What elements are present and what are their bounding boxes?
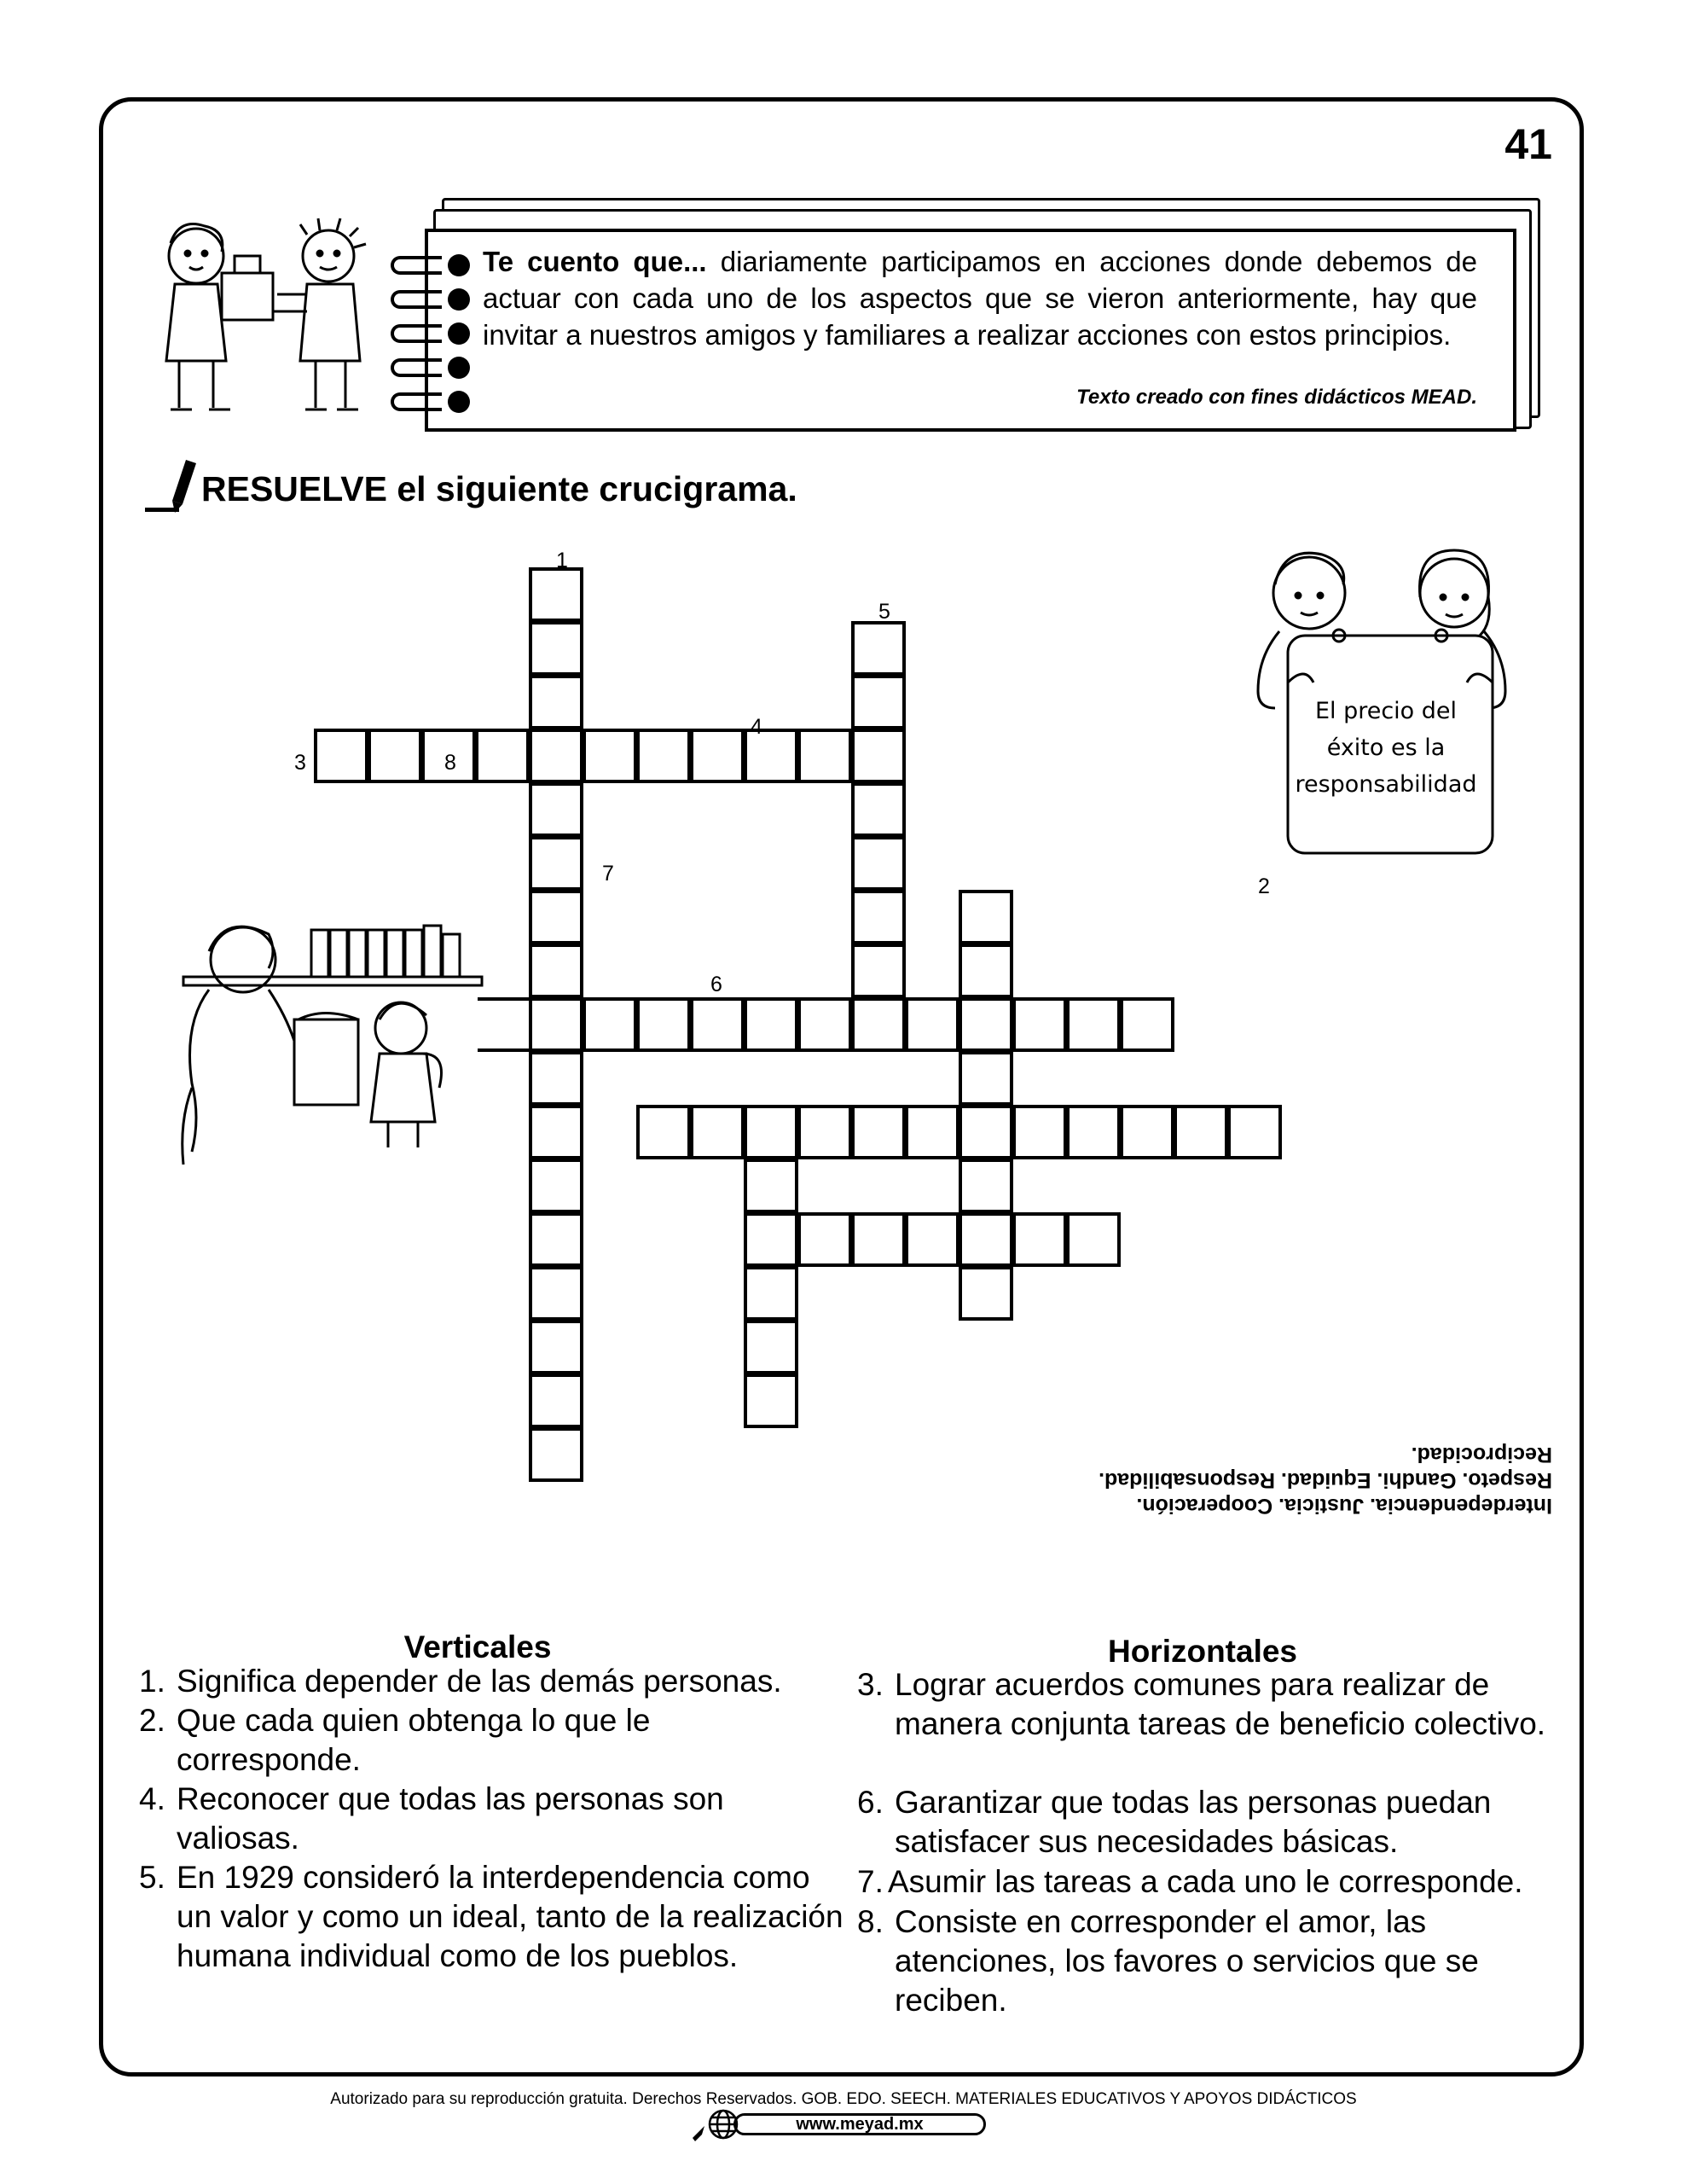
crossword-cell[interactable] (851, 997, 906, 1052)
clue-num: 4. (139, 1781, 165, 1816)
clue-number-5: 5 (878, 600, 890, 624)
crossword-cell[interactable] (583, 997, 637, 1052)
crossword-cell[interactable] (851, 836, 906, 891)
page-number: 41 (1504, 120, 1552, 168)
sign-text (1279, 693, 1493, 803)
crossword-cell[interactable] (797, 729, 852, 783)
clue-num: 7. (857, 1864, 884, 1899)
crossword-cell[interactable] (1012, 997, 1067, 1052)
crossword-cell[interactable] (851, 782, 906, 837)
answers-line-2: Respeto. Gandhi. Equidad. Responsabilidad. (1098, 1468, 1552, 1492)
clue-num: 6. (857, 1785, 884, 1820)
crossword-cell[interactable] (1120, 1105, 1174, 1159)
crossword-cell[interactable] (690, 997, 745, 1052)
crossword-cell[interactable] (529, 1051, 583, 1106)
binding-ring (391, 324, 442, 343)
crossword-cell[interactable] (1012, 1212, 1067, 1267)
crossword-cell[interactable] (529, 1320, 583, 1374)
crossword-cell[interactable] (851, 621, 906, 676)
crossword-cell[interactable] (959, 997, 1013, 1052)
crossword-cell[interactable] (529, 729, 583, 783)
binding-hole (448, 254, 470, 276)
crossword-cell[interactable] (959, 1051, 1013, 1106)
clue-num: 2. (139, 1703, 165, 1738)
answers-line-3: Reciprocidad. (1411, 1443, 1552, 1467)
crossword-cell[interactable] (636, 997, 691, 1052)
crossword-cell[interactable] (529, 836, 583, 891)
crossword-cell[interactable] (905, 997, 959, 1052)
crossword-cell[interactable] (851, 1105, 906, 1159)
crossword-cell[interactable] (529, 1374, 583, 1428)
crossword-cell[interactable] (744, 1159, 798, 1213)
clue-text: Garantizar que todas las personas puedan satisfacer sus necesidades básicas. (895, 1785, 1492, 1859)
horizontal-clue (857, 1665, 1565, 1744)
horizontal-clue (857, 1862, 1582, 1902)
crossword-cell[interactable] (583, 729, 637, 783)
sign-line-3: responsabilidad (1295, 771, 1477, 798)
crossword-cell[interactable] (636, 729, 691, 783)
story-text (483, 243, 1477, 353)
binding-hole (448, 391, 470, 413)
crossword-cell[interactable] (959, 1266, 1013, 1321)
crossword-cell[interactable] (529, 567, 583, 622)
binding-hole (448, 288, 470, 311)
crossword-cell[interactable] (851, 729, 906, 783)
crossword-cell[interactable] (529, 997, 583, 1052)
clue-text: Reconocer que todas las personas son valiosas. (177, 1781, 724, 1856)
verticales-heading: Verticales (403, 1629, 552, 1664)
vertical-clue (139, 1701, 693, 1780)
crossword-cell[interactable] (529, 621, 583, 676)
binding-ring (391, 392, 442, 411)
sign-line-2: éxito es la (1326, 735, 1446, 761)
crossword-cell[interactable] (851, 944, 906, 998)
vertical-clue (139, 1662, 847, 1701)
crossword-cell[interactable] (744, 997, 798, 1052)
clue-number-7: 7 (602, 862, 614, 886)
pencil-icon (145, 456, 205, 516)
sign-line-1: El precio del (1314, 698, 1458, 724)
crossword-cell[interactable] (690, 1105, 745, 1159)
crossword-cell[interactable] (851, 675, 906, 729)
crossword-cell[interactable] (797, 1212, 852, 1267)
crossword-cell[interactable] (905, 1105, 959, 1159)
clue-text: Asumir las tareas a cada uno le corresponde. (888, 1864, 1523, 1899)
vertical-clue (139, 1858, 847, 1976)
crossword-cell[interactable] (744, 1320, 798, 1374)
clue-number-3: 3 (294, 751, 306, 775)
clue-number-6: 6 (710, 973, 722, 996)
crossword-cell[interactable] (744, 1105, 798, 1159)
clue-text: Significa depender de las demás personas. (177, 1664, 782, 1699)
vertical-clue (139, 1780, 787, 1858)
clue-num: 1. (139, 1664, 165, 1699)
instruction-verb: RESUELVE (201, 469, 387, 508)
crossword-cell[interactable] (475, 729, 530, 783)
crossword-cell[interactable] (797, 1105, 852, 1159)
story-credit: Texto creado con fines didácticos MEAD. (1076, 386, 1477, 409)
binding-hole (448, 322, 470, 345)
crossword-cell[interactable] (797, 997, 852, 1052)
crossword-cell[interactable] (529, 1427, 583, 1482)
story-body: diariamente participamos en acciones donde debemos de actuar con cada uno de los aspectos que se vieron anteriormente, hay que invitar a nuestros amigos y familiares a realizar acciones con estos principios. (483, 246, 1477, 351)
clue-num: 8. (857, 1904, 884, 1939)
crossword-cell[interactable] (529, 1266, 583, 1321)
crossword-cell[interactable] (368, 729, 422, 783)
crossword-cell[interactable] (529, 1105, 583, 1159)
crossword-cell[interactable] (959, 944, 1013, 998)
teacher-child-illustration (175, 917, 490, 1173)
instruction-title (201, 469, 797, 509)
crossword-cell[interactable] (744, 1212, 798, 1267)
clue-num: 5. (139, 1860, 165, 1895)
crossword-cell[interactable] (529, 782, 583, 837)
website-link[interactable]: www.meyad.mx (733, 2113, 986, 2135)
clue-text: Consiste en corresponder el amor, las atenciones, los favores o servicios que se reciben. (895, 1904, 1479, 2018)
crossword-cell[interactable] (529, 944, 583, 998)
instruction-rest: el siguiente crucigrama. (386, 469, 797, 508)
binding-ring (391, 358, 442, 377)
crossword-cell[interactable] (314, 729, 368, 783)
horizontal-clue (857, 1783, 1565, 1862)
crossword-cell[interactable] (959, 890, 1013, 944)
binding-ring (391, 256, 442, 275)
crossword-cell[interactable] (529, 1212, 583, 1267)
crossword-cell[interactable] (529, 890, 583, 944)
crossword-cell[interactable] (1066, 997, 1121, 1052)
crossword-cell[interactable] (529, 675, 583, 729)
crossword-cell[interactable] (636, 1105, 691, 1159)
crossword-cell[interactable] (690, 729, 745, 783)
binding-ring (391, 290, 442, 309)
answers-line-1: Interdependencia. Justicia. Cooperación. (1136, 1494, 1552, 1518)
crossword-cell[interactable] (1174, 1105, 1228, 1159)
clue-text: En 1929 consideró la interdependencia como un valor y como un ideal, tanto de la realización humana individual como de los pueblos. (177, 1860, 844, 1973)
clue-number-2: 2 (1258, 874, 1270, 898)
clue-number-8: 8 (444, 751, 456, 775)
crossword-cell[interactable] (744, 1374, 798, 1428)
clue-num: 3. (857, 1667, 884, 1702)
crossword-cell[interactable] (905, 1212, 959, 1267)
crossword-cell[interactable] (851, 890, 906, 944)
crossword-cell[interactable] (1120, 997, 1174, 1052)
crossword-cell[interactable] (1227, 1105, 1282, 1159)
horizontal-clue (857, 1902, 1565, 2020)
children-illustration (136, 218, 392, 422)
clue-number-4: 4 (751, 715, 762, 739)
crossword-cell[interactable] (959, 1159, 1013, 1213)
crossword-cell[interactable] (959, 1212, 1013, 1267)
horizontales-heading: Horizontales (1107, 1634, 1298, 1669)
binding-hole (448, 357, 470, 379)
crossword-cell[interactable] (851, 1212, 906, 1267)
story-lead: Te cuento que... (483, 246, 707, 277)
upside-down-answers (1006, 1442, 1552, 1519)
crossword-cell[interactable] (1066, 1105, 1121, 1159)
crossword-cell[interactable] (1066, 1212, 1121, 1267)
clue-text: Que cada quien obtenga lo que le corresponde. (177, 1703, 651, 1777)
crossword-cell[interactable] (959, 1105, 1013, 1159)
crossword-cell[interactable] (744, 1266, 798, 1321)
crossword-cell[interactable] (529, 1159, 583, 1213)
crossword-cell[interactable] (1012, 1105, 1067, 1159)
clue-number-1: 1 (556, 549, 568, 572)
globe-cursor-icon (689, 2107, 740, 2141)
footer-authorization: Autorizado para su reproducción gratuita. Derechos Reservados. GOB. EDO. SEECH. MATERIALES EDUCATIVOS Y APOYOS DIDÁCTICOS (330, 2090, 1357, 2108)
clue-text: Lograr acuerdos comunes para realizar de manera conjunta tareas de beneficio colectivo. (895, 1667, 1546, 1741)
